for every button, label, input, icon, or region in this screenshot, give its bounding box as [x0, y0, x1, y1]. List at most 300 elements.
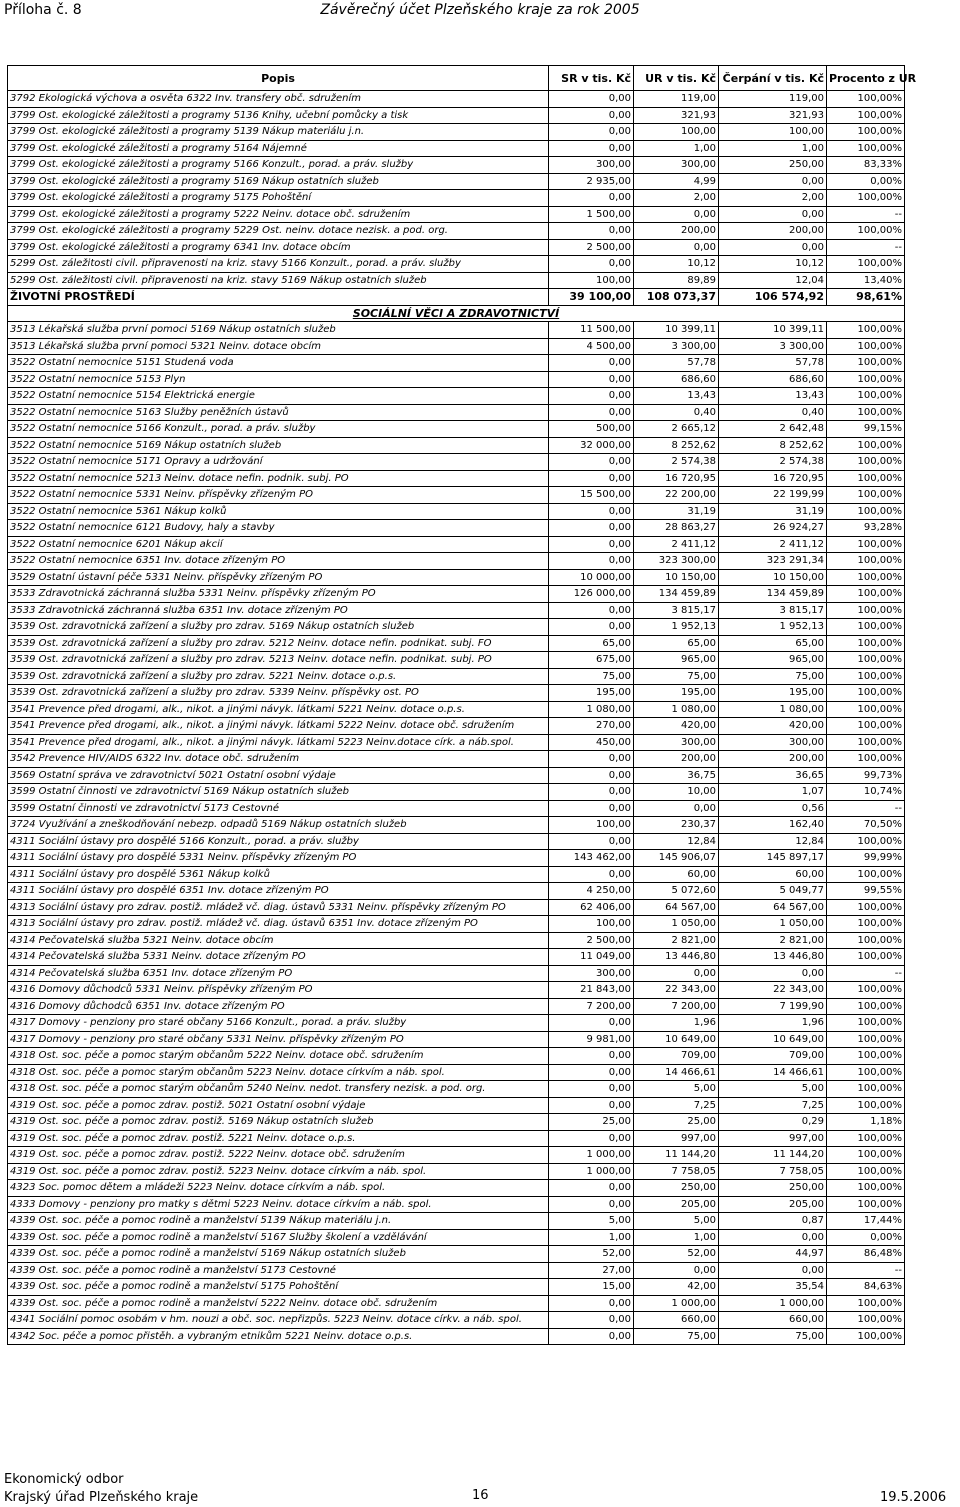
cell-sr: 0,00 — [549, 388, 634, 405]
cell-ur: 3 815,17 — [634, 602, 719, 619]
col-header-ur: UR v tis. Kč — [634, 66, 719, 91]
cell-cerpani: 0,00 — [719, 206, 827, 223]
cell-description: 3513 Lékařská služba první pomoci 5321 Neinv. dotace obcím — [8, 338, 549, 355]
cell-description: 3799 Ost. ekologické záležitosti a programy 5169 Nákup ostatních služeb — [8, 173, 549, 190]
col-header-description: Popis — [8, 66, 549, 91]
cell-procento: 100,00% — [827, 916, 905, 933]
table-header-row — [8, 66, 905, 91]
cell-ur: 1,00 — [634, 1229, 719, 1246]
cell-description: 4318 Ost. soc. péče a pomoc starým občanům 5222 Neinv. dotace obč. sdružením — [8, 1048, 549, 1065]
cell-ur: 0,00 — [634, 206, 719, 223]
cell-cerpani: 12,04 — [719, 272, 827, 289]
cell-cerpani: 10 649,00 — [719, 1031, 827, 1048]
table-row — [8, 866, 905, 883]
cell-procento: 84,63% — [827, 1279, 905, 1296]
cell-cerpani: 250,00 — [719, 1180, 827, 1197]
cell-procento: 100,00% — [827, 701, 905, 718]
cell-cerpani: 686,60 — [719, 371, 827, 388]
cell-ur: 11 144,20 — [634, 1147, 719, 1164]
cell-sr: 0,00 — [549, 223, 634, 240]
cell-ur: 300,00 — [634, 734, 719, 751]
cell-cerpani: 1,96 — [719, 1015, 827, 1032]
cell-procento: 0,00% — [827, 173, 905, 190]
cell-sr: 0,00 — [549, 602, 634, 619]
cell-ur: 2 411,12 — [634, 536, 719, 553]
cell-sr: 0,00 — [549, 371, 634, 388]
cell-sr: 270,00 — [549, 718, 634, 735]
cell-cerpani: 36,65 — [719, 767, 827, 784]
cell-cerpani: 0,00 — [719, 239, 827, 256]
table-row — [8, 899, 905, 916]
cell-sr: 0,00 — [549, 1196, 634, 1213]
cell-cerpani: 2,00 — [719, 190, 827, 207]
cell-procento: -- — [827, 965, 905, 982]
table-row — [8, 1015, 905, 1032]
cell-cerpani: 200,00 — [719, 751, 827, 768]
table-row — [8, 140, 905, 157]
table-row — [8, 751, 905, 768]
cell-description: 3529 Ostatní ústavní péče 5331 Neinv. příspěvky zřízeným PO — [8, 569, 549, 586]
cell-description: 3522 Ostatní nemocnice 6351 Inv. dotace zřízeným PO — [8, 553, 549, 570]
table-row — [8, 800, 905, 817]
cell-description: 4314 Pečovatelská služba 6351 Inv. dotace zřízeným PO — [8, 965, 549, 982]
cell-description: 3799 Ost. ekologické záležitosti a programy 5139 Nákup materiálu j.n. — [8, 124, 549, 141]
cell-cerpani: 205,00 — [719, 1196, 827, 1213]
cell-ur: 134 459,89 — [634, 586, 719, 603]
cell-procento: 100,00% — [827, 553, 905, 570]
cell-description: 3599 Ostatní činnosti ve zdravotnictví 5169 Nákup ostatních služeb — [8, 784, 549, 801]
cell-cerpani: 321,93 — [719, 107, 827, 124]
cell-description: 4333 Domovy - penziony pro matky s dětmi 5223 Neinv. dotace církvím a náb. spol. — [8, 1196, 549, 1213]
cell-cerpani: 16 720,95 — [719, 470, 827, 487]
table-row — [8, 421, 905, 438]
cell-procento: 99,55% — [827, 883, 905, 900]
cell-sr: 15,00 — [549, 1279, 634, 1296]
cell-ur: 2 574,38 — [634, 454, 719, 471]
cell-sr: 300,00 — [549, 965, 634, 982]
table-row — [8, 454, 905, 471]
cell-cerpani: 0,40 — [719, 404, 827, 421]
cell-ur: 12,84 — [634, 833, 719, 850]
footer-office: Krajský úřad Plzeňského kraje — [4, 1490, 199, 1505]
cell-ur: 200,00 — [634, 223, 719, 240]
cell-ur: 321,93 — [634, 107, 719, 124]
cell-cerpani: 10,12 — [719, 256, 827, 273]
cell-description: 3799 Ost. ekologické záležitosti a programy 5229 Ost. neinv. dotace nezisk. a pod. org. — [8, 223, 549, 240]
cell-cerpani: 60,00 — [719, 866, 827, 883]
cell-cerpani: 65,00 — [719, 635, 827, 652]
table-row — [8, 1163, 905, 1180]
cell-cerpani: 106 574,92 — [719, 289, 827, 306]
cell-cerpani: 1 952,13 — [719, 619, 827, 636]
cell-ur: 65,00 — [634, 635, 719, 652]
cell-sr: 15 500,00 — [549, 487, 634, 504]
cell-procento: 100,00% — [827, 586, 905, 603]
cell-procento: 93,28% — [827, 520, 905, 537]
cell-sr: 0,00 — [549, 784, 634, 801]
cell-ur: 22 200,00 — [634, 487, 719, 504]
cell-ur: 195,00 — [634, 685, 719, 702]
table-row — [8, 1031, 905, 1048]
table-row — [8, 536, 905, 553]
cell-description: 4314 Pečovatelská služba 5321 Neinv. dotace obcím — [8, 932, 549, 949]
cell-procento: -- — [827, 206, 905, 223]
table-row — [8, 470, 905, 487]
cell-procento: -- — [827, 239, 905, 256]
cell-procento: 100,00% — [827, 1180, 905, 1197]
cell-ur: 57,78 — [634, 355, 719, 372]
cell-description: 4319 Ost. soc. péče a pomoc zdrav. postiž. 5021 Ostatní osobní výdaje — [8, 1097, 549, 1114]
cell-description: 4319 Ost. soc. péče a pomoc zdrav. postiž. 5169 Nákup ostatních služeb — [8, 1114, 549, 1131]
cell-sr: 100,00 — [549, 916, 634, 933]
table-row — [8, 553, 905, 570]
cell-cerpani: 57,78 — [719, 355, 827, 372]
cell-ur: 16 720,95 — [634, 470, 719, 487]
cell-procento: 70,50% — [827, 817, 905, 834]
cell-procento: 100,00% — [827, 668, 905, 685]
cell-cerpani: 64 567,00 — [719, 899, 827, 916]
cell-description: 4311 Sociální ústavy pro dospělé 5166 Konzult., porad. a práv. služby — [8, 833, 549, 850]
cell-cerpani: 35,54 — [719, 1279, 827, 1296]
cell-ur: 22 343,00 — [634, 982, 719, 999]
cell-procento: 100,00% — [827, 635, 905, 652]
table-row — [8, 1279, 905, 1296]
cell-procento: 100,00% — [827, 1097, 905, 1114]
table-row — [8, 190, 905, 207]
cell-procento: 100,00% — [827, 437, 905, 454]
cell-sr: 0,00 — [549, 1312, 634, 1329]
cell-procento: 100,00% — [827, 734, 905, 751]
cell-sr: 100,00 — [549, 272, 634, 289]
cell-sr: 126 000,00 — [549, 586, 634, 603]
cell-cerpani: 709,00 — [719, 1048, 827, 1065]
cell-ur: 2 665,12 — [634, 421, 719, 438]
cell-cerpani: 200,00 — [719, 223, 827, 240]
cell-cerpani: 300,00 — [719, 734, 827, 751]
cell-cerpani: 0,56 — [719, 800, 827, 817]
cell-procento: 100,00% — [827, 1064, 905, 1081]
cell-description: 3541 Prevence před drogami, alk., nikot. a jinými návyk. látkami 5223 Neinv.dotace círk. a náb.spol. — [8, 734, 549, 751]
cell-cerpani: 119,00 — [719, 91, 827, 108]
cell-ur: 119,00 — [634, 91, 719, 108]
table-row — [8, 1295, 905, 1312]
cell-description: 3522 Ostatní nemocnice 5163 Služby peněžních ústavů — [8, 404, 549, 421]
table-row — [8, 1180, 905, 1197]
cell-sr: 0,00 — [549, 1064, 634, 1081]
table-row — [8, 916, 905, 933]
cell-cerpani: 3 815,17 — [719, 602, 827, 619]
cell-sr: 0,00 — [549, 520, 634, 537]
cell-cerpani: 26 924,27 — [719, 520, 827, 537]
cell-procento: -- — [827, 800, 905, 817]
table-row — [8, 586, 905, 603]
cell-sr: 75,00 — [549, 668, 634, 685]
cell-procento: 100,00% — [827, 338, 905, 355]
table-row — [8, 487, 905, 504]
document-title: Závěrečný účet Plzeňského kraje za rok 2005 — [320, 2, 640, 18]
cell-cerpani: 2 642,48 — [719, 421, 827, 438]
cell-procento: 100,00% — [827, 982, 905, 999]
table-row — [8, 272, 905, 289]
cell-procento: 99,99% — [827, 850, 905, 867]
cell-ur: 89,89 — [634, 272, 719, 289]
cell-procento: 100,00% — [827, 107, 905, 124]
cell-description: 3522 Ostatní nemocnice 5153 Plyn — [8, 371, 549, 388]
table-row — [8, 388, 905, 405]
cell-ur: 0,00 — [634, 965, 719, 982]
cell-sr: 0,00 — [549, 833, 634, 850]
cell-cerpani: 420,00 — [719, 718, 827, 735]
table-row — [8, 157, 905, 174]
cell-procento: 98,61% — [827, 289, 905, 306]
cell-ur: 205,00 — [634, 1196, 719, 1213]
cell-cerpani: 75,00 — [719, 1328, 827, 1345]
cell-procento: 100,00% — [827, 91, 905, 108]
cell-cerpani: 1,00 — [719, 140, 827, 157]
cell-ur: 13,43 — [634, 388, 719, 405]
cell-description: 3799 Ost. ekologické záležitosti a programy 5166 Konzult., porad. a práv. služby — [8, 157, 549, 174]
cell-cerpani: 5 049,77 — [719, 883, 827, 900]
cell-description: 4317 Domovy - penziony pro staré občany 5166 Konzult., porad. a práv. služby — [8, 1015, 549, 1032]
cell-cerpani: 250,00 — [719, 157, 827, 174]
cell-procento: 1,18% — [827, 1114, 905, 1131]
cell-description: 3539 Ost. zdravotnická zařízení a služby pro zdrav. 5213 Neinv. dotace nefin. podnikat. subj. PO — [8, 652, 549, 669]
cell-sr: 1 500,00 — [549, 206, 634, 223]
cell-ur: 75,00 — [634, 1328, 719, 1345]
cell-cerpani: 8 252,62 — [719, 437, 827, 454]
cell-sr: 2 500,00 — [549, 932, 634, 949]
cell-ur: 8 252,62 — [634, 437, 719, 454]
col-header-cerpani: Čerpání v tis. Kč — [719, 66, 827, 91]
cell-description: 3569 Ostatní správa ve zdravotnictví 5021 Ostatní osobní výdaje — [8, 767, 549, 784]
table-row — [8, 173, 905, 190]
cell-description: 4341 Sociální pomoc osobám v hm. nouzi a obč. soc. nepřizpůs. 5223 Neinv. dotace církv. a náb. spol. — [8, 1312, 549, 1329]
cell-description: 4319 Ost. soc. péče a pomoc zdrav. postiž. 5221 Neinv. dotace o.p.s. — [8, 1130, 549, 1147]
cell-procento: 100,00% — [827, 404, 905, 421]
cell-ur: 10 649,00 — [634, 1031, 719, 1048]
cell-sr: 1 000,00 — [549, 1163, 634, 1180]
cell-sr: 675,00 — [549, 652, 634, 669]
cell-description: 4313 Sociální ústavy pro zdrav. postiž. mládež vč. diag. ústavů 5331 Neinv. příspěvky zřízeným PO — [8, 899, 549, 916]
cell-description: 4316 Domovy důchodců 6351 Inv. dotace zřízeným PO — [8, 998, 549, 1015]
cell-cerpani: 7 758,05 — [719, 1163, 827, 1180]
cell-description: 3539 Ost. zdravotnická zařízení a služby pro zdrav. 5221 Neinv. dotace o.p.s. — [8, 668, 549, 685]
table-row — [8, 404, 905, 421]
cell-procento: 100,00% — [827, 454, 905, 471]
table-row — [8, 619, 905, 636]
cell-sr: 0,00 — [549, 256, 634, 273]
cell-sr: 11 049,00 — [549, 949, 634, 966]
cell-description: ŽIVOTNÍ PROSTŘEDÍ — [8, 289, 549, 306]
cell-description: 3522 Ostatní nemocnice 5331 Neinv. příspěvky zřízeným PO — [8, 487, 549, 504]
cell-cerpani: 11 144,20 — [719, 1147, 827, 1164]
cell-ur: 52,00 — [634, 1246, 719, 1263]
cell-description: 4339 Ost. soc. péče a pomoc rodině a manželství 5139 Nákup materiálu j.n. — [8, 1213, 549, 1230]
cell-procento: 100,00% — [827, 833, 905, 850]
cell-cerpani: 134 459,89 — [719, 586, 827, 603]
cell-description: 4314 Pečovatelská služba 5331 Neinv. dotace zřízeným PO — [8, 949, 549, 966]
cell-cerpani: 5,00 — [719, 1081, 827, 1098]
cell-description: 4319 Ost. soc. péče a pomoc zdrav. postiž. 5223 Neinv. dotace církvím a náb. spol. — [8, 1163, 549, 1180]
cell-description: 3513 Lékařská služba první pomoci 5169 Nákup ostatních služeb — [8, 322, 549, 339]
table-row — [8, 1229, 905, 1246]
cell-procento: 100,00% — [827, 1015, 905, 1032]
cell-sr: 450,00 — [549, 734, 634, 751]
table-row — [8, 734, 905, 751]
cell-sr: 0,00 — [549, 751, 634, 768]
cell-procento: 100,00% — [827, 371, 905, 388]
cell-cerpani: 2 574,38 — [719, 454, 827, 471]
cell-cerpani: 2 821,00 — [719, 932, 827, 949]
table-row — [8, 223, 905, 240]
cell-cerpani: 13,43 — [719, 388, 827, 405]
cell-description: 4311 Sociální ústavy pro dospělé 5331 Neinv. příspěvky zřízeným PO — [8, 850, 549, 867]
cell-procento: 100,00% — [827, 1048, 905, 1065]
cell-description: 3539 Ost. zdravotnická zařízení a služby pro zdrav. 5339 Neinv. příspěvky ost. PO — [8, 685, 549, 702]
table-row — [8, 1262, 905, 1279]
cell-procento: 100,00% — [827, 652, 905, 669]
table-row — [8, 1064, 905, 1081]
cell-description: 3533 Zdravotnická záchranná služba 6351 Inv. dotace zřízeným PO — [8, 602, 549, 619]
cell-cerpani: 0,00 — [719, 1229, 827, 1246]
cell-ur: 14 466,61 — [634, 1064, 719, 1081]
cell-sr: 0,00 — [549, 1328, 634, 1345]
table-row — [8, 998, 905, 1015]
cell-sr: 0,00 — [549, 1081, 634, 1098]
cell-sr: 500,00 — [549, 421, 634, 438]
cell-description: 3522 Ostatní nemocnice 5154 Elektrická energie — [8, 388, 549, 405]
cell-procento: 100,00% — [827, 866, 905, 883]
cell-cerpani: 3 300,00 — [719, 338, 827, 355]
cell-sr: 0,00 — [549, 503, 634, 520]
cell-description: 3799 Ost. ekologické záležitosti a programy 5175 Pohoštění — [8, 190, 549, 207]
cell-description: 4316 Domovy důchodců 5331 Neinv. příspěvky zřízeným PO — [8, 982, 549, 999]
cell-sr: 0,00 — [549, 800, 634, 817]
cell-ur: 2,00 — [634, 190, 719, 207]
table-row — [8, 256, 905, 273]
cell-procento: 100,00% — [827, 470, 905, 487]
cell-sr: 0,00 — [549, 866, 634, 883]
cell-ur: 2 821,00 — [634, 932, 719, 949]
cell-procento: 100,00% — [827, 487, 905, 504]
cell-procento: 100,00% — [827, 1031, 905, 1048]
table-row — [8, 437, 905, 454]
cell-ur: 10 150,00 — [634, 569, 719, 586]
cell-ur: 64 567,00 — [634, 899, 719, 916]
col-header-sr: SR v tis. Kč — [549, 66, 634, 91]
cell-description: 3799 Ost. ekologické záležitosti a programy 5164 Nájemné — [8, 140, 549, 157]
cell-ur: 10,12 — [634, 256, 719, 273]
cell-sr: 52,00 — [549, 1246, 634, 1263]
cell-sr: 0,00 — [549, 355, 634, 372]
table-row — [8, 355, 905, 372]
table-row — [8, 1081, 905, 1098]
cell-sr: 21 843,00 — [549, 982, 634, 999]
cell-sr: 0,00 — [549, 553, 634, 570]
table-row — [8, 965, 905, 982]
cell-procento: 100,00% — [827, 751, 905, 768]
cell-cerpani: 31,19 — [719, 503, 827, 520]
table-row — [8, 503, 905, 520]
cell-ur: 60,00 — [634, 866, 719, 883]
cell-sr: 0,00 — [549, 1015, 634, 1032]
table-row — [8, 338, 905, 355]
cell-ur: 31,19 — [634, 503, 719, 520]
cell-cerpani: 997,00 — [719, 1130, 827, 1147]
cell-cerpani: 13 446,80 — [719, 949, 827, 966]
cell-description: 4323 Soc. pomoc dětem a mládeži 5223 Neinv. dotace církvím a náb. spol. — [8, 1180, 549, 1197]
cell-procento: 100,00% — [827, 1147, 905, 1164]
table-row — [8, 1328, 905, 1345]
cell-cerpani: 100,00 — [719, 124, 827, 141]
table-row — [8, 883, 905, 900]
cell-procento: -- — [827, 1262, 905, 1279]
cell-ur: 100,00 — [634, 124, 719, 141]
cell-procento: 100,00% — [827, 718, 905, 735]
table-body — [8, 91, 905, 1345]
table-row — [8, 1130, 905, 1147]
cell-sr: 0,00 — [549, 536, 634, 553]
cell-procento: 83,33% — [827, 157, 905, 174]
cell-cerpani: 22 199,99 — [719, 487, 827, 504]
table-row — [8, 602, 905, 619]
cell-ur: 10 399,11 — [634, 322, 719, 339]
cell-procento: 99,73% — [827, 767, 905, 784]
table-row — [8, 932, 905, 949]
cell-description: 3539 Ost. zdravotnická zařízení a služby pro zdrav. 5212 Neinv. dotace nefin. podnikat. subj. FO — [8, 635, 549, 652]
cell-ur: 28 863,27 — [634, 520, 719, 537]
cell-sr: 0,00 — [549, 1097, 634, 1114]
cell-description: 3522 Ostatní nemocnice 5213 Neinv. dotace nefin. podnik. subj. PO — [8, 470, 549, 487]
cell-ur: 0,40 — [634, 404, 719, 421]
cell-procento: 100,00% — [827, 503, 905, 520]
cell-description: 3522 Ostatní nemocnice 5171 Opravy a udržování — [8, 454, 549, 471]
table-row — [8, 1196, 905, 1213]
table-row — [8, 91, 905, 108]
cell-description: 4318 Ost. soc. péče a pomoc starým občanům 5223 Neinv. dotace církvím a náb. spol. — [8, 1064, 549, 1081]
cell-sr: 2 935,00 — [549, 173, 634, 190]
cell-cerpani: 44,97 — [719, 1246, 827, 1263]
table-row — [8, 107, 905, 124]
cell-description: 4311 Sociální ústavy pro dospělé 5361 Nákup kolků — [8, 866, 549, 883]
cell-sr: 100,00 — [549, 817, 634, 834]
cell-sr: 0,00 — [549, 1048, 634, 1065]
cell-sr: 1 080,00 — [549, 701, 634, 718]
cell-sr: 4 500,00 — [549, 338, 634, 355]
cell-description: 4311 Sociální ústavy pro dospělé 6351 Inv. dotace zřízeným PO — [8, 883, 549, 900]
cell-procento: 100,00% — [827, 685, 905, 702]
table-row — [8, 850, 905, 867]
table-row — [8, 652, 905, 669]
cell-description: 4339 Ost. soc. péče a pomoc rodině a manželství 5222 Neinv. dotace obč. sdružením — [8, 1295, 549, 1312]
cell-procento: 100,00% — [827, 1081, 905, 1098]
cell-sr: 62 406,00 — [549, 899, 634, 916]
cell-procento: 86,48% — [827, 1246, 905, 1263]
cell-ur: 200,00 — [634, 751, 719, 768]
cell-description: 3799 Ost. ekologické záležitosti a programy 6341 Inv. dotace obcím — [8, 239, 549, 256]
cell-sr: 5,00 — [549, 1213, 634, 1230]
cell-procento: 100,00% — [827, 949, 905, 966]
cell-cerpani: 7,25 — [719, 1097, 827, 1114]
cell-procento: 13,40% — [827, 272, 905, 289]
cell-sr: 0,00 — [549, 140, 634, 157]
cell-ur: 3 300,00 — [634, 338, 719, 355]
cell-description: 3541 Prevence před drogami, alk., nikot. a jinými návyk. látkami 5221 Neinv. dotace o.p.s. — [8, 701, 549, 718]
cell-procento: 100,00% — [827, 223, 905, 240]
cell-procento: 100,00% — [827, 619, 905, 636]
table-row — [8, 982, 905, 999]
cell-description: 3792 Ekologická výchova a osvěta 6322 Inv. transfery obč. sdružením — [8, 91, 549, 108]
